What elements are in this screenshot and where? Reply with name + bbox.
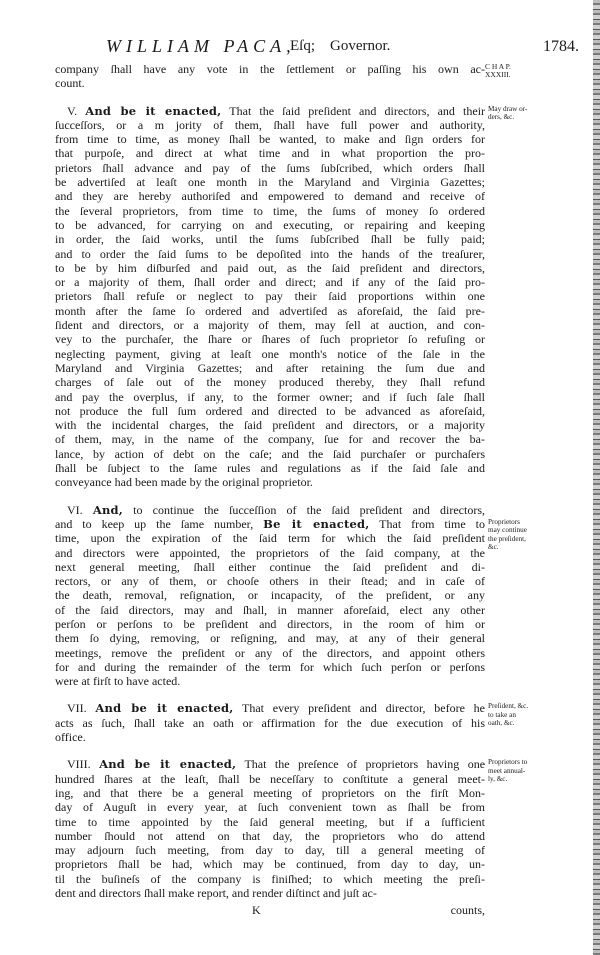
text-line [55,318,485,332]
text-line [55,347,485,361]
text-line [55,289,485,303]
text-line [55,461,485,475]
text-line [55,76,485,90]
text-line [55,660,485,674]
text-line [55,786,485,800]
section-paragraph [55,757,528,901]
text-segment: prietors ſhall refuſe or neglect to pay their ſaid proportions within one [55,289,485,304]
catchword: counts, [450,903,485,918]
text-segment: lance, by action of debt on the caſe; and the ſaid purchaſer or purchaſers [55,446,485,461]
text-segment: prietors ſhall advance and pay of the ſums ſubſcribed, which orders ſhall [55,160,485,175]
text-line [55,118,485,132]
text-line [55,574,485,588]
margin-note [488,758,550,783]
text-line [55,103,528,121]
text-line [55,646,485,660]
text-line [55,261,485,275]
text-line [55,275,485,289]
text-segment: company ſhall have any vote in the ſettlement or paſſing his own ac- [55,62,485,76]
text-segment: VIII. [67,757,100,772]
text-line [55,218,485,232]
text-segment: ing, and that there be a general meeting of proprietors on the firſt Mon- [55,785,485,800]
signature-mark: K [252,903,261,918]
text-line [55,872,485,886]
margin-note-line: ly, &c. [488,775,508,784]
text-segment: office. [55,730,86,745]
enacting-clause: And be it enacted, [85,103,222,118]
text-segment: and they are hereby authoriſed and empowered to demand and receive of [55,189,485,204]
text-line [55,560,485,574]
text-line [55,146,485,160]
text-line [55,617,485,631]
text-segment: them ſo dying, removing, or reſigning, and may, at any of their general [55,631,485,646]
margin-note [488,105,550,122]
text-segment: or a majority of them, ſhall order and direct; and if any of the ſaid pro- [55,275,485,290]
text-segment: and pay the overplus, if any, to the former owner; and if ſuch ſale ſhall [55,389,485,404]
text-segment: hundred ſhares at the leaſt, ſhall be neceſſary to conſtitute a general meet- [55,771,485,786]
section-paragraph [55,62,511,91]
text-segment: of the ſaid directors, may and ſhall, in manner aforeſaid, elect any other [55,602,485,617]
enacting-clause: And be it enacted, [95,701,234,716]
text-segment: the death, removal, reſignation, or incapacity, of the preſident, or any [55,588,485,603]
header-year: 1784. [543,38,579,55]
text-segment: month after the ſame ſo ordered and advertiſed as aforeſaid, the ſaid pre- [55,303,485,318]
text-line [55,247,485,261]
text-line [55,304,485,318]
margin-note-line: XXXIII. [485,70,511,80]
margin-note-line: the preſident, [488,534,526,543]
text-line [55,815,485,829]
text-segment: neglecting payment, giving at leaſt one month's notice of the ſale in the [55,346,485,361]
header-governor-name: WILLIAM PACA, [106,36,296,56]
text-segment: til the buſineſs of the company is finiſhed; to which meeting the preſi- [55,871,485,886]
margin-note-line: &c. [488,543,499,552]
text-line [55,189,485,203]
text-segment: ſucceſſors, or a m jority of them, ſhall have full power and authority, [55,117,485,132]
text-segment: That every preſident and director, before he [233,701,485,716]
text-segment: Maryland and Virginia Gazettes; and after retaining the ſum due and [55,360,485,375]
text-line [55,546,485,560]
text-segment: may adjourn ſuch meeting, from day to day, till a general meeting of [55,843,485,858]
text-segment: to continue the ſucceſſion of the ſaid preſident and directors, [122,502,485,517]
text-segment: dent and directors ſhall make report, and render diſtinct and juſt ac- [55,886,377,901]
text-segment: ſhall be ſubject to the ſame rules and regulations as if the ſaid ſale and [55,461,485,476]
text-line [55,843,485,857]
text-segment: That the preſence of proprietors having one [236,757,486,772]
text-segment: time to time appointed by the ſaid general meeting, but if a ſufficient [55,814,485,829]
text-segment: perſon or perſons to be preſident and directors, in the room of him or [55,616,485,631]
text-line [55,772,485,786]
header-title: Governor. [330,38,391,54]
text-segment: vey to the purchaſer, the ſhare or ſhares of ſuch proprietor ſo refuſing or [55,332,485,347]
text-segment: VII. [67,701,96,716]
text-line [55,531,485,545]
text-segment: not produce the full ſum ordered and directed to be advanced as aforeſaid, [55,403,485,418]
section-paragraph [55,701,529,745]
text-line [55,588,485,602]
text-line [55,800,485,814]
text-line [55,375,485,389]
text-line [55,332,485,346]
text-segment: in order, the ſaid works, until the ſums ſubſcribed ſhall be fully paid; [55,232,485,247]
text-line [55,730,485,744]
text-line [55,418,485,432]
margin-note [488,702,550,727]
text-segment: were at firſt to have acted. [55,674,181,689]
margin-note-line: may continue [488,526,527,535]
scan-page-edge [593,0,600,955]
enacting-clause: And, [92,502,123,517]
text-line [55,204,485,218]
enacting-clause: Be it enacted, [263,516,370,531]
text-segment: and directors were appointed, the proprietors of the ſaid company, at the [55,545,485,560]
margin-note-line: Proprietors to [488,758,528,767]
section-paragraph [55,502,527,689]
text-segment: be advertiſed at leaſt one month in the Maryland and Virginia Gazettes; [55,175,485,190]
text-segment: That the ſaid preſident and directors, and their [221,103,486,118]
text-line [55,390,485,404]
text-segment: count. [55,76,85,91]
text-line [55,829,485,843]
margin-note [488,518,550,552]
text-segment: time, upon the expiration of the ſaid term for which the ſaid preſident [55,531,485,546]
margin-note-line: meet annual- [488,766,526,775]
text-line [55,161,485,175]
text-segment: V. [67,103,86,118]
running-header [0,38,600,62]
text-segment: That from time to [369,516,486,531]
text-line [55,175,485,189]
page-footer [55,903,485,917]
margin-note-line: to take an [488,710,516,719]
chapter-number [485,63,535,80]
text-line [55,475,485,489]
text-line [55,361,485,375]
text-line [55,603,485,617]
text-segment: with the incidental charges, the ſaid preſident and directors, or a majority [55,418,485,433]
text-segment: and to order the ſaid ſums to be depoſited into the hands of the treaſurer, [55,246,485,261]
text-line [55,447,485,461]
text-line [55,857,485,871]
margin-note-line: May draw or- [488,104,528,113]
text-line [55,62,511,80]
text-line [55,503,485,517]
margin-note-line: Proprietors [488,517,520,526]
text-column [55,62,529,918]
section-paragraph [55,103,528,490]
header-esq: Eſq; [290,38,315,54]
margin-note-line: oath, &c. [488,719,515,728]
text-segment: day of Auguſt in every year, at ſuch convenient town as ſhall be from [55,800,485,815]
margin-note-line: ders, &c. [488,113,515,121]
text-segment: the ſeveral proprietors, from time to time, the ſums of money ſo ordered [55,203,485,218]
enacting-clause: And be it enacted, [99,757,237,772]
text-line [55,232,485,246]
margin-note-line: Preſident, &c. [488,702,529,711]
text-line [55,886,485,900]
text-segment: number ſhould not attend on that day, the proprietors who do attend [55,828,485,843]
text-segment: next general meeting, ſhall either continue the ſaid preſident and di- [55,559,485,574]
text-segment: to be by him diſburſed and paid out, as the ſaid preſident and directors, [55,260,485,275]
text-line [55,674,485,688]
text-segment: VI. [67,502,93,517]
text-segment: of them, may, in the name of the company, ſue for and recover the ba- [55,432,485,447]
text-line [55,432,485,446]
paragraphs [55,62,529,901]
text-segment: and to keep up the ſame number, [55,516,264,531]
text-segment: acts as ſuch, ſhall take an oath or affirmation for the due execution of his [55,715,485,730]
text-line [55,404,485,418]
text-segment: charges of ſale out of the money produced thereby, they ſhall refund [55,375,485,390]
text-segment: proprietors ſhall be had, which may be continued, from day to day, un- [55,857,485,872]
text-segment: that purpoſe, and direct at what time and in what proportion the pro- [55,146,485,161]
text-segment: for and during the remainder of the term for which ſuch perſon or perſons [55,659,485,674]
text-segment: from time to time, as money ſhall be wanted, to make and ſign orders for [55,132,485,147]
text-segment: rectors, or any of them, or chooſe others in their ſtead; and in caſe of [55,574,485,589]
text-line [55,132,485,146]
text-line [55,716,485,730]
text-segment: meetings, remove the preſident or any of the directors, and appoint others [55,645,485,660]
margin-note-line: C H A P. [485,62,511,71]
text-segment: ſident and directors, or a majority of them, may ſell at auction, and con- [55,318,485,333]
text-segment: to be advanced, for carrying on and executing, or repairing and keeping [55,217,485,232]
text-segment: conveyance had been made by the original proprietor. [55,475,313,490]
text-line [55,631,485,645]
